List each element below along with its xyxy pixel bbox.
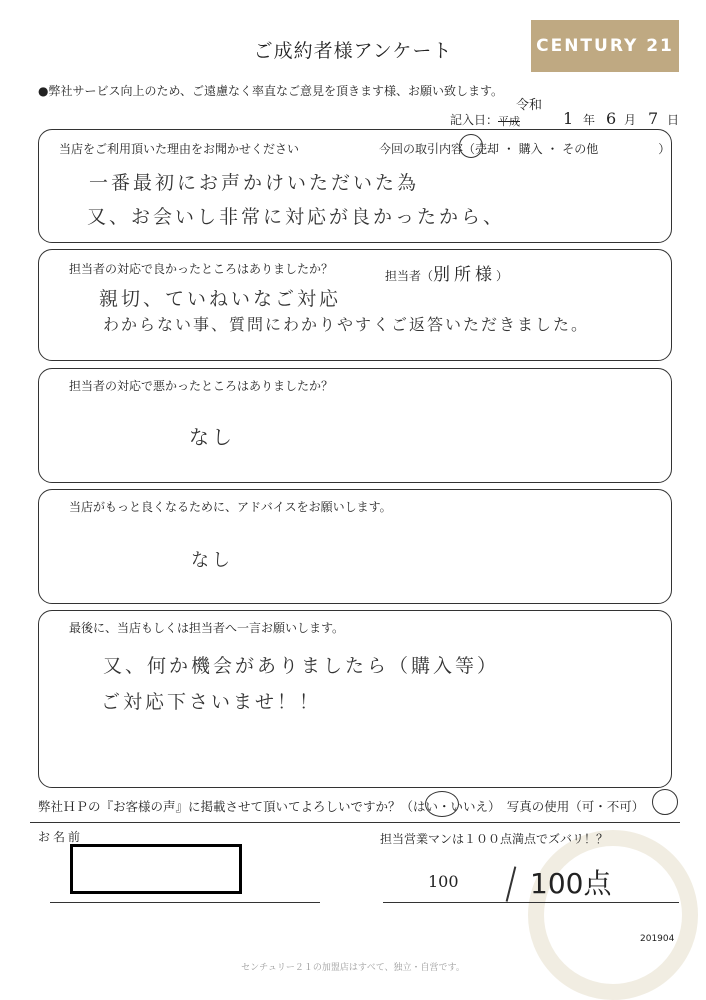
footer-note: センチュリー２１の加盟店はすべて、独立・自営です。 xyxy=(241,963,465,973)
century21-logo: CENTURY 21 xyxy=(531,20,679,72)
website-consent: 弊社ＨＰの『お客様の声』に掲載させて頂いてよろしいですか？（はい・いいえ） 写真の使用（可・不可） xyxy=(38,799,645,814)
date-day: 7 xyxy=(648,109,659,128)
question-box-reason xyxy=(38,129,672,243)
question-reason: 当店をご利用頂いた理由をお聞かせください xyxy=(59,142,300,156)
staff-close: ） xyxy=(496,269,509,283)
date-label: 記入日： xyxy=(450,113,499,127)
date-day-unit: 日 xyxy=(667,113,680,127)
question-message: 最後に、当店もしくは担当者へ一言お願いします。 xyxy=(69,621,345,635)
photo-choice-circle xyxy=(652,789,678,815)
era-printed: 平成 xyxy=(498,115,520,128)
redacted-name-box xyxy=(70,844,242,894)
staff-name: 別所様 xyxy=(433,265,497,285)
question-bad-points: 担当者の対応で悪かったところはありましたか？ xyxy=(69,379,334,393)
era-handwritten: 令和 xyxy=(516,98,543,113)
section-divider xyxy=(30,822,680,823)
deal-type-options: 売却 ・ 購入 ・ その他 xyxy=(475,142,599,156)
answer-reason-line1: 一番最初にお声かけいただいた為 xyxy=(89,172,420,194)
date-month-unit: 月 xyxy=(624,113,637,127)
answer-good-points-line1: 親切、ていねいなご対応 xyxy=(99,288,342,310)
score-handwritten: 100 xyxy=(428,872,459,891)
answer-message-line2: ご対応下さいませ！！ xyxy=(101,691,322,713)
staff-name-field xyxy=(385,260,508,285)
name-underline xyxy=(50,902,320,903)
answer-bad-points: なし xyxy=(189,425,235,449)
question-box-good-points xyxy=(38,249,672,361)
deal-type-label: 今回の取引内容（ xyxy=(379,142,476,156)
question-box-message xyxy=(38,610,672,788)
date-year-unit: 年 xyxy=(583,113,596,127)
century21-watermark xyxy=(528,830,698,1000)
question-good-points: 担当者の対応で良かったところはありましたか？ xyxy=(69,262,334,276)
score-slash xyxy=(506,866,516,901)
selected-option-circle xyxy=(459,134,483,158)
answer-reason-line2: 又、お会いし非常に対応が良かったから、 xyxy=(87,206,506,228)
date-month: 6 xyxy=(606,109,617,128)
question-box-advice xyxy=(38,489,672,604)
entry-date xyxy=(420,98,690,128)
intro-text: ●弊社サービス向上のため、ご遠慮なく率直なご意見を頂きます様、お願い致します。 xyxy=(38,84,504,98)
answer-advice: なし xyxy=(191,550,233,571)
deal-type xyxy=(379,140,670,157)
date-year: 1 xyxy=(563,109,574,128)
name-label: お名前 xyxy=(38,830,84,844)
deal-type-close: ） xyxy=(658,142,671,156)
staff-label: 担当者（ xyxy=(385,269,434,283)
answer-message-line1: 又、何か機会がありましたら（購入等） xyxy=(103,655,500,677)
question-advice: 当店がもっと良くなるために、アドバイスをお願いします。 xyxy=(69,500,392,514)
form-title: ご成約者様アンケート xyxy=(253,40,453,62)
answer-good-points-line2: わからない事、質問にわかりやすくご返答いただきました。 xyxy=(103,315,590,334)
score-max: 100点 xyxy=(530,867,612,900)
form-code: 201904 xyxy=(640,934,675,944)
score-question: 担当営業マンは１００点満点でズバリ！？ xyxy=(380,832,609,846)
question-box-bad-points xyxy=(38,368,672,483)
consent-yes-circle xyxy=(425,791,459,817)
score-underline xyxy=(383,902,679,903)
